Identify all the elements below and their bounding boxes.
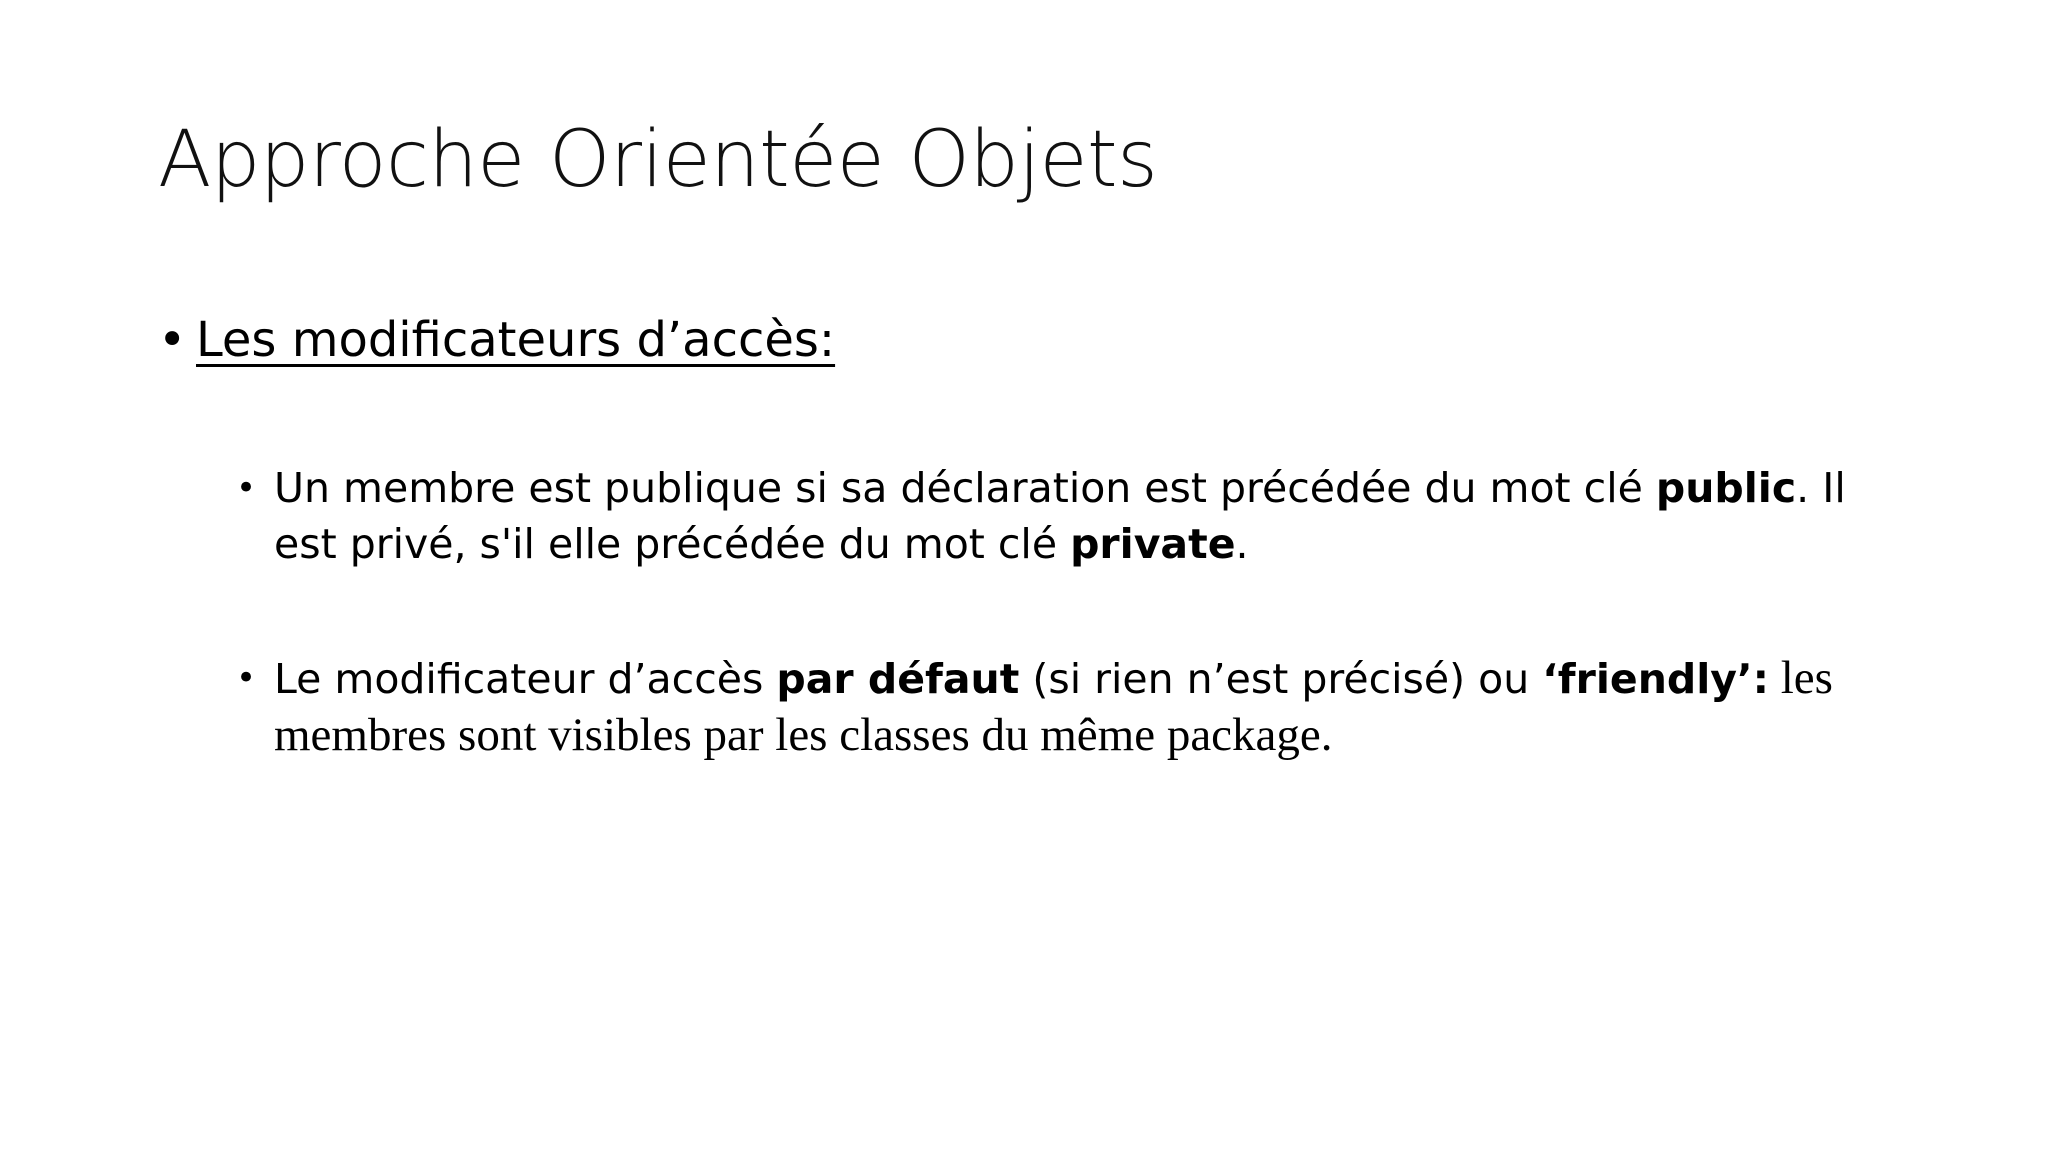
keyword-private: private (1070, 520, 1236, 568)
list-item (236, 650, 1876, 764)
list-item-text (274, 650, 1876, 764)
text-segment: (si rien n’est précisé) ou (1019, 655, 1543, 703)
bullet-icon: • (236, 468, 257, 508)
text-segment: Le modificateur d’accès (274, 655, 777, 703)
list-item-text (274, 460, 1876, 572)
bullet-icon: • (236, 658, 257, 698)
section-heading: Les modificateurs d’accès: (196, 312, 836, 368)
bullet-icon: • (158, 312, 187, 368)
keyword-friendly: ‘friendly’: (1542, 655, 1769, 703)
text-segment: . (1235, 520, 1249, 568)
keyword-default: par défaut (776, 655, 1020, 703)
slide-title: Approche Orientée Objets (158, 115, 1158, 205)
text-segment: . Il est privé, s'il elle précédée du mot clé (274, 464, 1846, 568)
keyword-public: public (1655, 464, 1797, 512)
text-segment: les membres sont visibles par les classes du même package. (274, 652, 1833, 761)
section-heading-line (158, 312, 835, 370)
list-item (236, 460, 1876, 572)
text-segment: Un membre est publique si sa déclaration est précédée du mot clé (274, 464, 1656, 512)
